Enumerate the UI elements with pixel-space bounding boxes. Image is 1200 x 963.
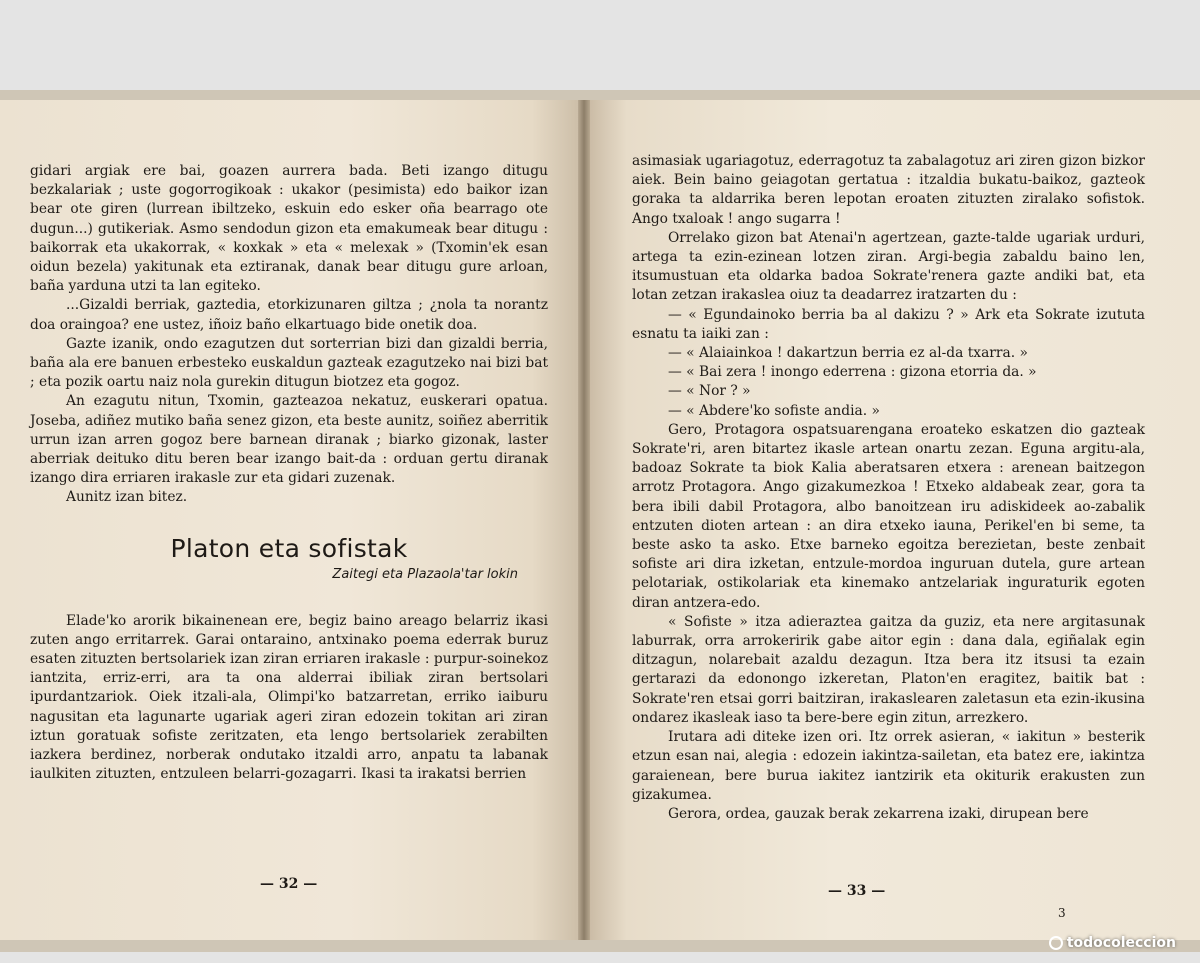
page-number-right: — 33 — (828, 883, 886, 899)
right-page (590, 100, 1200, 940)
watermark-text: todocoleccion (1066, 935, 1176, 951)
paragraph: Irutara adi diteke izen ori. Itz orrek asieran, « iakitun » besterik etzun esan nai, alegia : edozein iakintza-sailetan, eta batez ere, iakintza garaienean, bere burua iakitez iantzirik eta okiturik erakusten zun gizakumea. (632, 729, 1145, 803)
paragraph: asimasiak ugariagotuz, ederragotuz ta zabalagotuz ari ziren gizon bizkor aiek. Bein baino geiagotan gertatua : itzaldia bukatu-baikoz, gazteok goraka ta aldarrika beren lepotan eroaten zituzten ziralako sofistok. Ango txaloak ! ango sugarra ! (632, 153, 1145, 227)
paragraph: Aunitz izan bitez. (66, 489, 188, 506)
paragraph: Elade'ko arorik bikainenean ere, begiz baino areago belarriz ikasi zuten ango erritarrek. Garai ontaraino, antxinako poema ederrak buruz esaten zituzten bertsolariek izan ziran erriaren irakasle : purpur-soinekoz iantzita, erriz-erri, ara ta ona alderrai ibiliak ziran bertsolari ipurdantzariok. Oiek itzali-ala, Olimpi'ko batzarretan, erriko iaiburu nagusitan eta lagunarte ugariak ageri ziran edozein tokitan ari ziran iztun goratuak sofiste zeritzaten, eta lengo bertsolariek zerabilten iazkera berdinez, norberak ondutako itzaldi arro, anpatu ta labanak iaulkiten zituzten, entzuleen belarri-gozagarri. Ikasi ta irakatsi berrien (30, 612, 548, 783)
book-spine (578, 100, 590, 940)
logo-icon (1049, 936, 1063, 950)
paragraph: An ezagutu nitun, Txomin, gazteazoa nekatuz, euskerari opatua. Joseba, adiñez mutiko baña senez gizon, eta beste aunitz, soiñez aberritik urrun izan arren gogoz bere barnean diranak ; biarko gizonak, laster aberriak deituko ditu beren bear izango bait-da : orduan gertu diranak izango dira erriaren irakasle zur eta gidari zuzenak. (30, 393, 548, 487)
dialogue-line: — « Egundainoko berria ba al dakizu ? » Ark eta Sokrate izututa esnatu ta iaiki zan : (632, 306, 1145, 342)
watermark (1049, 935, 1176, 951)
chapter-subtitle: Zaitegi eta Plazaola'tar lokin (332, 566, 518, 582)
dialogue-line: — « Nor ? » (668, 383, 751, 400)
paragraph: Gerora, ordea, gauzak berak zekarrena izaki, dirupean bere (668, 805, 1089, 822)
paragraph: ...Gizaldi berriak, gaztedia, etorkizunaren giltza ; ¿nola ta norantz doa oraingoa? ene ustez, iñoiz baño elkartuago bide onetik doa. (30, 297, 548, 333)
left-page (0, 100, 578, 940)
dialogue-line: — « Abdere'ko sofiste andia. » (668, 402, 880, 419)
right-page-text (632, 152, 1145, 824)
chapter-title: Platon eta sofistak (170, 533, 408, 563)
signature-mark: 3 (1058, 906, 1066, 920)
open-book (0, 90, 1200, 952)
left-page-text (30, 162, 548, 784)
paragraph: « Sofiste » itza adieraztea gaitza da guziz, eta nere argitasunak laburrak, orra arrokeririk gabe aitor egin : dana dala, egiñalak egin ditzagun, nolarebait azaldu dezagun. Itza bera itz itsusi ta ezain gertarazi da edonongo izkeretan, Platon'en eragitez, baitik bat : Sokrate'ren etsai gorri baitziran, irakaslearen zaletasun eta ezin-ikusina ondarez ikasleak iaso ta bere-bere egin zitun, arrezkero. (632, 613, 1145, 726)
paragraph: Gero, Protagora ospatsuarengana eroateko eskatzen dio gazteak Sokrate'ri, aren bitartez ikasle artean onartu zezan. Eguna argitu-ala, badoaz Sokrate ta biok Kalia aberatsaren etxera : arenean baitzegon arrotz Protagora. Ango gizakumezkoa ! Etxeko aldabeak zear, gora ta bera ibili dabil Protagora, albo banoitzean iru adiskideek ao-zabalik entzuten dioten artean : an dira etxeko iauna, Perikel'en bi seme, ta beste asko ta asko. Etxe barneko egoitza berezietan, beste zenbait sofiste ari dira izketan, entzule-mordoa inguruan dutela, gure artean pelotariak, ostikolariak eta kinemako antzelariak inguraturik egoten diran antzera-edo. (632, 421, 1145, 611)
dialogue-line: — « Bai zera ! inongo ederrena : gizona etorria da. » (668, 364, 1037, 381)
page-number-left: — 32 — (260, 876, 318, 892)
paragraph: Gazte izanik, ondo ezagutzen dut sorterrian bizi dan gizaldi berria, baña ala ere banuen erbesteko euskaldun gazteak ezagutzeko nai bizi bat ; eta pozik oartu naiz nola gurekin ditugun biotzez eta gogoz. (30, 335, 548, 391)
dialogue-line: — « Alaiainkoa ! dakartzun berria ez al-da txarra. » (668, 345, 1028, 362)
paragraph: gidari argiak ere bai, goazen aurrera bada. Beti izango ditugu bezkalariak ; uste gogorrogikoak : ukakor (pesimista) edo baikor izan bear ote giren (lurrean ibiltzeko, eskuin edo esker oña bearrago ote dugun...) gutikeriak. Asmo sendodun gizon eta emakumeak bear ditugu : baikorrak eta ukakorrak, « koxkak » eta « melexak » (Txomin'ek esan oidun bezela) yakitunak eta eztiranak, danak bear ditugu gure arloan, baña yarduna utzi ta lan egiteko. (30, 163, 548, 295)
paragraph: Orrelako gizon bat Atenai'n agertzean, gazte-talde ugariak urduri, artega ta ezin-ezinean lotzen ziran. Argi-begia zabaldu baino len, itsumustuan eta oldarka badoa Sokrate'renera gazte andiki bat, eta lotan zetzan irakaslea oiuz ta deadarrez iratzarten du : (632, 229, 1145, 304)
